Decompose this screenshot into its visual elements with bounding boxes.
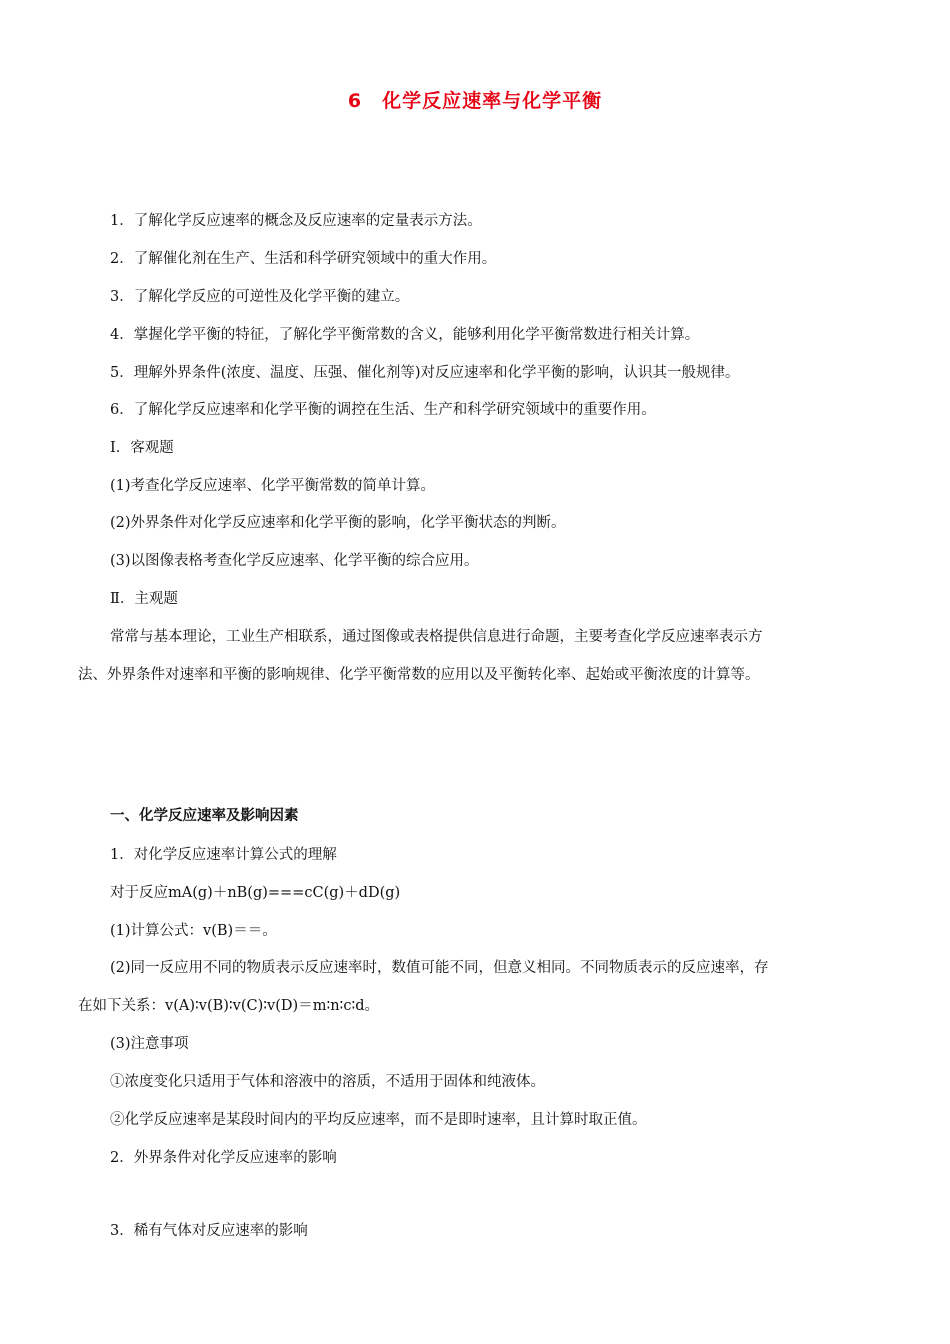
subsection-title: 3．稀有气体对反应速率的影响 <box>110 1223 308 1239</box>
reaction-equation: 对于反应mA(g)＋nB(g)===cC(g)＋dD(g) <box>110 885 401 901</box>
rate-formula: (1)计算公式：v(B)＝＝。 <box>110 923 277 939</box>
objective-item: 3．了解化学反应的可逆性及化学平衡的建立。 <box>110 289 410 305</box>
rate-note-line1: (2)同一反应用不同的物质表示反应速率时，数值可能不同，但意义相同。不同物质表示的反应速率，存 <box>110 960 769 976</box>
objective-item: 5．理解外界条件(浓度、温度、压强、催化剂等)对反应速率和化学平衡的影响，认识其一般规律。 <box>110 365 740 381</box>
objective-item: 2．了解催化剂在生产、生活和科学研究领域中的重大作用。 <box>110 251 497 267</box>
subsection-title: 2．外界条件对化学反应速率的影响 <box>110 1150 337 1166</box>
section-heading: 一、化学反应速率及影响因素 <box>110 808 299 824</box>
subsection-title: 1．对化学反应速率计算公式的理解 <box>110 847 337 863</box>
page-title: 6 化学反应速率与化学平衡 <box>347 90 603 112</box>
subjective-text-line2: 法、外界条件对速率和平衡的影响规律、化学平衡常数的应用以及平衡转化率、起始或平衡浓度的计算等。 <box>78 667 760 683</box>
notes-heading: (3)注意事项 <box>110 1036 189 1052</box>
objective-item: 4．掌握化学平衡的特征，了解化学平衡常数的含义，能够利用化学平衡常数进行相关计算。 <box>110 327 700 343</box>
objective-item: 1．了解化学反应速率的概念及反应速率的定量表示方法。 <box>110 213 482 229</box>
subjective-question-heading: Ⅱ．主观题 <box>110 591 178 607</box>
subjective-text-line1: 常常与基本理论，工业生产相联系，通过图像或表格提供信息进行命题，主要考查化学反应速率表示方 <box>110 629 763 645</box>
rate-note-line2: 在如下关系：v(A)∶v(B)∶v(C)∶v(D)＝m∶n∶c∶d。 <box>78 998 380 1014</box>
objective-question-item: (3)以图像表格考查化学反应速率、化学平衡的综合应用。 <box>110 553 479 569</box>
objective-item: 6．了解化学反应速率和化学平衡的调控在生活、生产和科学研究领域中的重要作用。 <box>110 402 656 418</box>
objective-question-item: (1)考查化学反应速率、化学平衡常数的简单计算。 <box>110 478 436 494</box>
note-point: ①浓度变化只适用于气体和溶液中的溶质，不适用于固体和纯液体。 <box>110 1074 545 1090</box>
objective-question-item: (2)外界条件对化学反应速率和化学平衡的影响，化学平衡状态的判断。 <box>110 515 566 531</box>
objective-question-heading: Ⅰ．客观题 <box>110 440 174 456</box>
note-point: ②化学反应速率是某段时间内的平均反应速率，而不是即时速率，且计算时取正值。 <box>110 1112 647 1128</box>
